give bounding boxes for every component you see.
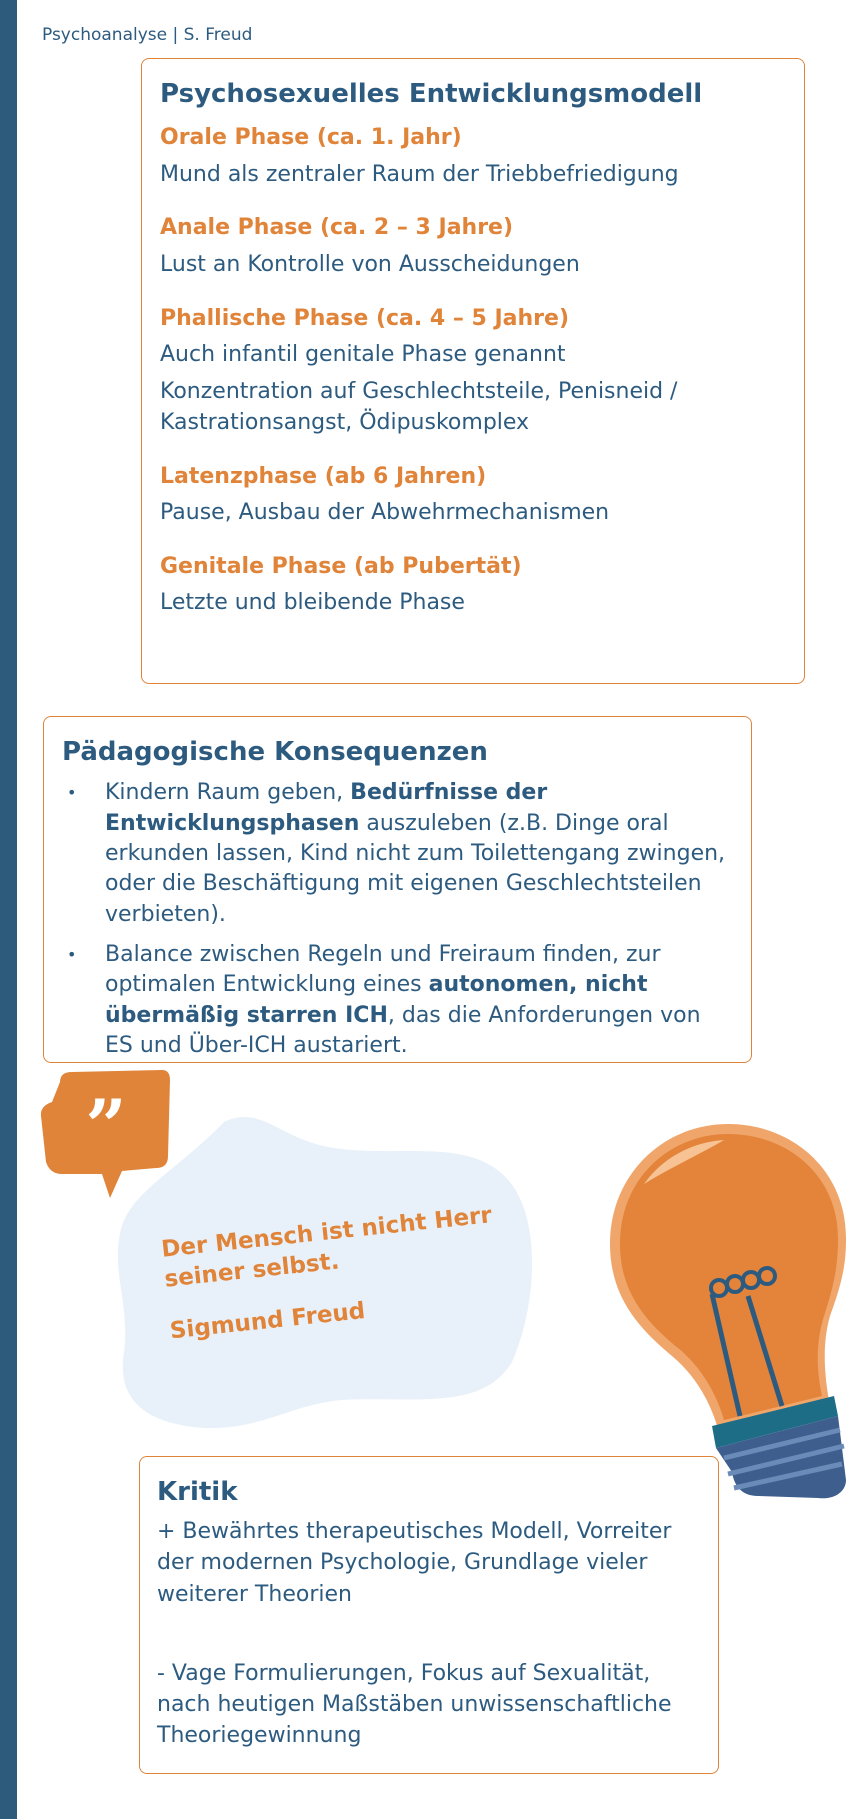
phase-title: Genitale Phase (ab Pubertät) [160,553,522,579]
phase-title: Phallische Phase (ca. 4 – 5 Jahre) [160,305,570,331]
bullet-icon: • [67,783,77,803]
quote-author: Sigmund Freud [168,1297,367,1345]
svg-text:”: ” [85,1083,127,1168]
critique-title: Kritik [157,1477,238,1507]
list-item [62,940,733,1061]
model-title: Psychosexuelles Entwicklungsmodell [160,79,703,109]
bullet-bold-text: autonomen, nicht übermäßig starren ICH [105,972,648,1028]
phase-latency [160,463,786,529]
bullet-icon: • [67,944,77,964]
bullet-text: Kindern Raum geben, [105,780,351,806]
page-header: Psychoanalyse | S. Freud [42,25,253,45]
phase-description: Konzentration auf Geschlechtsteile, Penisneid / Kastrationsangst, Ödipuskomplex [160,379,678,435]
bullet-text: auszuleben (z.B. Dinge oral erkunden lassen, Kind nicht zum Toilettengang zwingen, oder die Beschäftigung mit eigenen Geschlechtsteilen verbieten). [105,810,726,927]
consequences-list [62,778,733,1061]
phase-description: Letzte und bleibende Phase [160,590,465,616]
bullet-text: Balance zwischen Regeln und Freiraum finden, zur optimalen Entwicklung eines [105,941,661,998]
critique-card [139,1456,719,1774]
phase-genital [160,553,786,619]
development-model-card [141,58,805,684]
consequences-title: Pädagogische Konsequenzen [62,737,488,767]
list-item [62,778,733,930]
phase-description: Pause, Ausbau der Abwehrmechanismen [160,500,610,526]
phase-phallic [160,305,786,439]
quote-text: Der Mensch ist nicht Herr seiner selbst. [160,1202,493,1293]
lightbulb-icon [608,1120,849,1504]
phase-oral [160,124,786,190]
phase-title: Orale Phase (ca. 1. Jahr) [160,125,462,151]
pedagogical-consequences-card [43,716,752,1063]
phase-description: Auch infantil genitale Phase genannt [160,342,566,368]
left-sidebar-bar [0,0,17,1819]
phase-anal [160,214,786,280]
bullet-bold-text: Bedürfnisse der Entwicklungsphasen [105,780,548,836]
phase-description: Lust an Kontrolle von Ausscheidungen [160,251,580,277]
bullet-text: , das die Anforderungen von ES und Über-ICH austariert. [105,1002,701,1059]
phase-title: Latenzphase (ab 6 Jahren) [160,463,487,489]
critique-pro: + Bewährtes therapeutisches Modell, Vorreiter der modernen Psychologie, Grundlage vieler weiterer Theorien [157,1519,672,1607]
critique-con: - Vage Formulierungen, Fokus auf Sexualität, nach heutigen Maßstäben unwissenschaftliche Theoriegewinnung [157,1660,672,1749]
phase-description: Mund als zentraler Raum der Triebbefriedigung [160,161,679,187]
phase-title: Anale Phase (ca. 2 – 3 Jahre) [160,215,514,241]
